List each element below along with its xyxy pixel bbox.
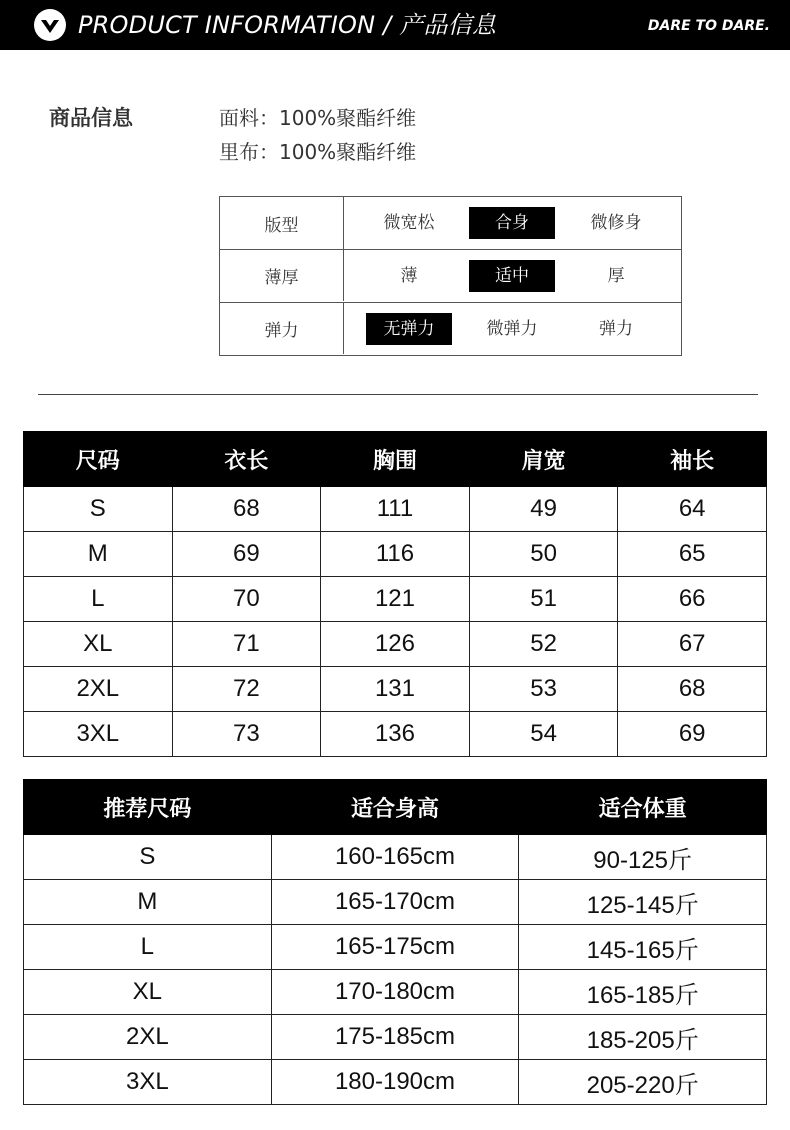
- attribute-table: [219, 196, 682, 356]
- table-cell: 69: [618, 712, 767, 757]
- recommend-table-header: [24, 780, 767, 835]
- size-table-header: [24, 432, 767, 487]
- attribute-name: 弹力: [220, 303, 344, 354]
- header-slogan: DARE TO DARE.: [647, 18, 770, 34]
- attribute-option: 微宽松: [383, 213, 435, 233]
- table-cell: 65: [618, 532, 767, 577]
- table-cell: M: [24, 880, 272, 925]
- table-cell: 64: [618, 487, 767, 532]
- table-row: [24, 1060, 767, 1105]
- table-row: [24, 712, 767, 757]
- table-cell: 69: [172, 532, 321, 577]
- table-row: [24, 532, 767, 577]
- attribute-option: 厚: [607, 266, 625, 286]
- attribute-row-stretch: [220, 302, 681, 354]
- header-cell: 袖长: [618, 432, 767, 487]
- table-cell: 3XL: [24, 1060, 272, 1105]
- table-cell: 116: [321, 532, 470, 577]
- attribute-option: 微修身: [590, 213, 642, 233]
- table-row: [24, 577, 767, 622]
- table-cell: 72: [172, 667, 321, 712]
- table-row: [24, 622, 767, 667]
- table-cell: 136: [321, 712, 470, 757]
- table-cell: 71: [172, 622, 321, 667]
- table-row: [24, 970, 767, 1015]
- table-cell: 51: [469, 577, 618, 622]
- attribute-row-thickness: [220, 249, 681, 301]
- attribute-name: 薄厚: [220, 250, 344, 301]
- header-bar: [0, 0, 790, 50]
- attribute-row-fit: [220, 197, 681, 249]
- table-cell: 67: [618, 622, 767, 667]
- header-cell: 适合身高: [271, 780, 519, 835]
- attribute-option: 微弹力: [486, 319, 538, 339]
- header-cell: 衣长: [172, 432, 321, 487]
- table-row: [24, 880, 767, 925]
- attribute-option-selected: 适中: [469, 260, 555, 292]
- table-cell: 126: [321, 622, 470, 667]
- header-cell: 推荐尺码: [24, 780, 272, 835]
- fabric-text: 面料：100%聚酯纤维: [219, 106, 417, 130]
- table-cell: 145-165斤: [519, 925, 767, 970]
- table-cell: 2XL: [24, 667, 173, 712]
- attribute-option-selected: 合身: [469, 207, 555, 239]
- table-cell: 90-125斤: [519, 835, 767, 880]
- lining-text: 里布：100%聚酯纤维: [219, 140, 417, 164]
- table-cell: S: [24, 835, 272, 880]
- table-row: [24, 667, 767, 712]
- size-table: [23, 431, 767, 757]
- table-cell: 125-145斤: [519, 880, 767, 925]
- table-cell: 160-165cm: [271, 835, 519, 880]
- table-cell: 2XL: [24, 1015, 272, 1060]
- table-cell: 73: [172, 712, 321, 757]
- table-cell: 52: [469, 622, 618, 667]
- table-cell: L: [24, 577, 173, 622]
- v-logo-icon: [34, 9, 66, 41]
- table-cell: 170-180cm: [271, 970, 519, 1015]
- table-cell: 111: [321, 487, 470, 532]
- table-cell: XL: [24, 622, 173, 667]
- table-cell: 165-185斤: [519, 970, 767, 1015]
- table-row: [24, 487, 767, 532]
- attribute-option-selected: 无弹力: [366, 313, 452, 345]
- attribute-name: 版型: [220, 197, 344, 249]
- table-cell: 70: [172, 577, 321, 622]
- attribute-option: 薄: [400, 266, 418, 286]
- table-cell: 205-220斤: [519, 1060, 767, 1105]
- table-cell: 180-190cm: [271, 1060, 519, 1105]
- header-cell: 尺码: [24, 432, 173, 487]
- table-cell: L: [24, 925, 272, 970]
- table-cell: 3XL: [24, 712, 173, 757]
- table-cell: 50: [469, 532, 618, 577]
- table-cell: S: [24, 487, 173, 532]
- table-cell: 131: [321, 667, 470, 712]
- table-row: [24, 835, 767, 880]
- attribute-option: 弹力: [599, 319, 633, 339]
- header-cell: 胸围: [321, 432, 470, 487]
- section-divider: [38, 394, 758, 395]
- table-cell: 53: [469, 667, 618, 712]
- table-cell: 68: [618, 667, 767, 712]
- header-cell: 肩宽: [469, 432, 618, 487]
- table-cell: M: [24, 532, 173, 577]
- recommend-size-table: [23, 779, 767, 1105]
- table-cell: 49: [469, 487, 618, 532]
- table-row: [24, 925, 767, 970]
- table-cell: 121: [321, 577, 470, 622]
- table-cell: 165-170cm: [271, 880, 519, 925]
- table-cell: 68: [172, 487, 321, 532]
- table-row: [24, 1015, 767, 1060]
- table-cell: XL: [24, 970, 272, 1015]
- header-cell: 适合体重: [519, 780, 767, 835]
- table-cell: 54: [469, 712, 618, 757]
- table-cell: 175-185cm: [271, 1015, 519, 1060]
- table-cell: 66: [618, 577, 767, 622]
- product-info-label: 商品信息: [49, 106, 133, 130]
- table-cell: 165-175cm: [271, 925, 519, 970]
- table-cell: 185-205斤: [519, 1015, 767, 1060]
- header-title: PRODUCT INFORMATION / 产品信息: [78, 11, 497, 39]
